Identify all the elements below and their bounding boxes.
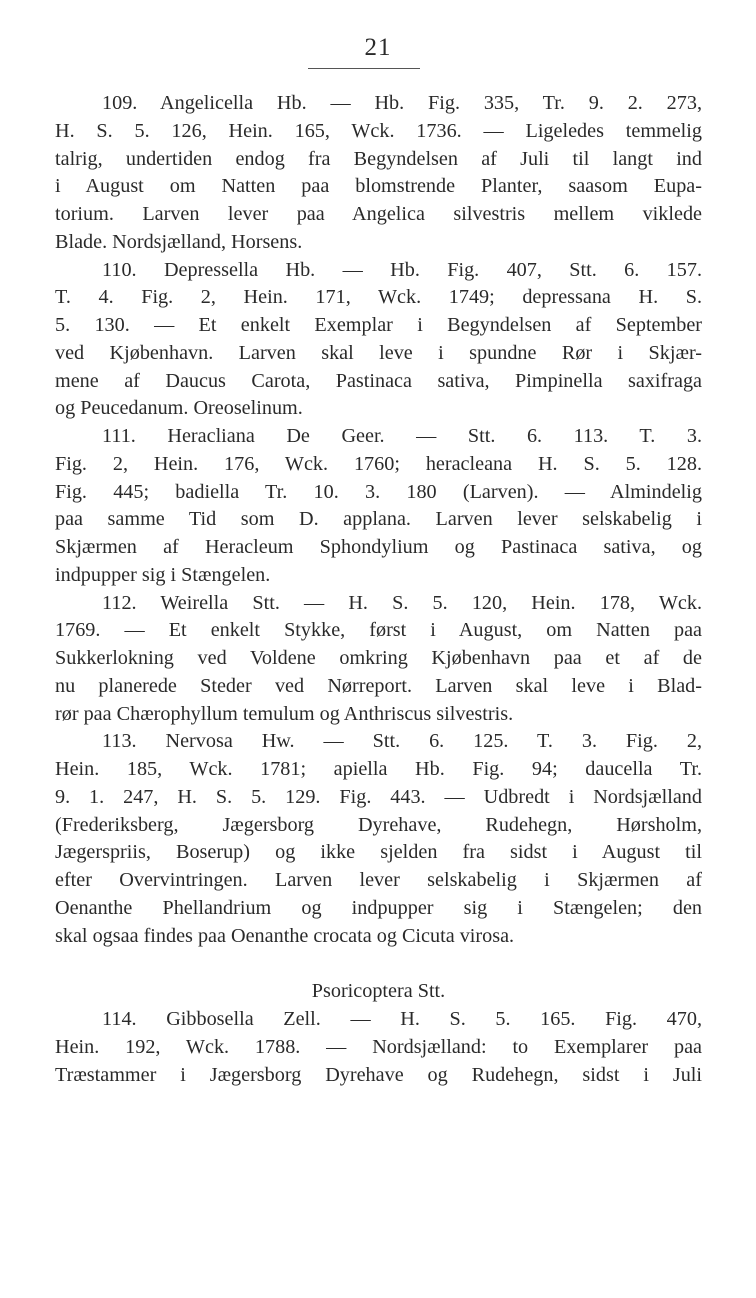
text-line: Træstammer i Jægersborg Dyrehave og Rudehegn, sidst i Juli [55,1063,702,1086]
text-line: Oenanthe Phellandrium og indpupper sig i Stængelen; den [55,896,702,919]
text-line: 5. 130. — Et enkelt Exemplar i Begyndelsen af September [55,314,702,336]
text-line: Skjærmen af Heracleum Sphondylium og Pastinaca sativa, og [55,536,702,558]
text-line: 9. 1. 247, H. S. 5. 129. Fig. 443. — Udbredt i Nordsjælland [55,785,702,808]
text-line: torium. Larven lever paa Angelica silvestris mellem viklede [55,203,702,225]
text-line: H. S. 5. 126, Hein. 165, Wck. 1736. — Ligeledes temmelig [55,119,702,142]
text-line: Hein. 192, Wck. 1788. — Nordsjælland: to Exemplarer paa [55,1035,702,1058]
text-line: indpupper sig i Stængelen. [55,563,271,586]
text-line: og Peucedanum. Oreoselinum. [55,397,303,420]
text-line: T. 4. Fig. 2, Hein. 171, Wck. 1749; depressana H. S. [55,286,702,309]
text-line: Fig. 2, Hein. 176, Wck. 1760; heracleana H. S. 5. 128. [55,452,702,475]
entry-110-line: 110. Depressella Hb. — Hb. Fig. 407, Stt. 6. 157. [102,258,702,281]
section-heading: Psoricoptera Stt. [311,980,446,1003]
text-line: talrig, undertiden endog fra Begyndelsen af Juli til langt ind [55,147,702,170]
text-line: i August om Natten paa blomstrende Planter, saasom Eupa- [55,175,702,198]
text-line: efter Overvintringen. Larven lever selskabelig i Skjærmen af [55,869,702,891]
text-line: skal ogsaa findes paa Oenanthe crocata og Cicuta virosa. [55,924,515,947]
body-text [55,90,702,1089]
text-line: (Frederiksberg, Jægersborg Dyrehave, Rudehegn, Hørsholm, [55,813,702,836]
text-line: Fig. 445; badiella Tr. 10. 3. 180 (Larven). — Almindelig [55,480,702,503]
entry-109-line: 109. Angelicella Hb. — Hb. Fig. 335, Tr. 9. 2. 273, [102,92,702,114]
text-line: ved Kjøbenhavn. Larven skal leve i spundne Rør i Skjær- [55,341,702,364]
section-spacer [55,950,702,978]
text-line: 1769. — Et enkelt Stykke, først i August, om Natten paa [55,619,702,642]
entry-111-line: 111. Heracliana De Geer. — Stt. 6. 113. T. 3. [102,425,702,447]
entry-112-line: 112. Weirella Stt. — H. S. 5. 120, Hein. 178, Wck. [102,591,702,614]
text-line: Hein. 185, Wck. 1781; apiella Hb. Fig. 94; daucella Tr. [55,758,702,780]
text-line: mene af Daucus Carota, Pastinaca sativa, Pimpinella saxifraga [55,369,702,392]
text-line: Jægerspriis, Boserup) og ikke sjelden fra sidst i August til [55,841,702,864]
text-line: rør paa Chærophyllum temulum og Anthriscus silvestris. [55,702,514,725]
page-number-rule [308,68,420,69]
text-line: Blade. Nordsjælland, Horsens. [55,230,303,253]
entry-114-line: 114. Gibbosella Zell. — H. S. 5. 165. Fig. 470, [102,1008,702,1030]
text-line: nu planerede Steder ved Nørreport. Larven skal leve i Blad- [55,674,702,697]
text-line: Sukkerlokning ved Voldene omkring Kjøbenhavn paa et af de [55,647,702,669]
page-number: 21 [364,34,392,61]
entry-113-line: 113. Nervosa Hw. — Stt. 6. 125. T. 3. Fig. 2, [102,730,702,753]
text-line: paa samme Tid som D. applana. Larven lever selskabelig i [55,508,702,531]
